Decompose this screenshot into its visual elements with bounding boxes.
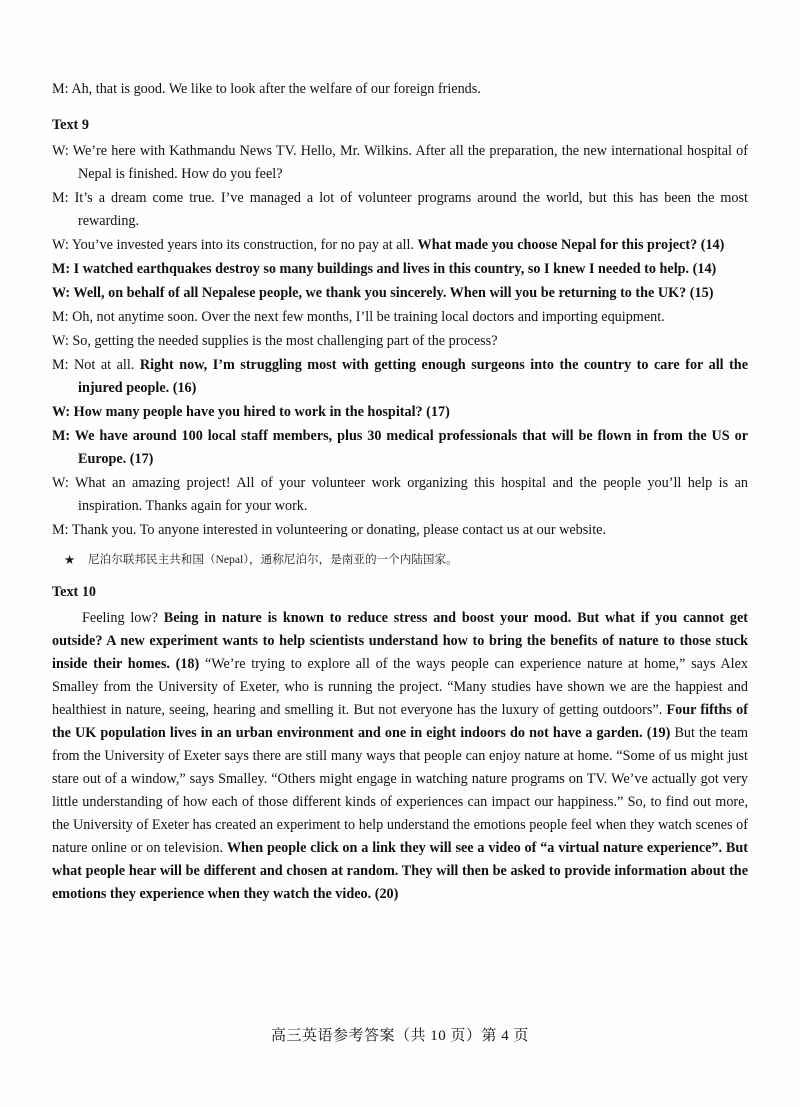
page-footer: 高三英语参考答案（共 10 页）第 4 页 — [270, 1028, 529, 1044]
plain-text: W: So, getting the needed supplies is the most challenging part of the process? — [52, 333, 498, 349]
answer-key-highlight: M: We have around 100 local staff members, plus 30 medical professionals that will be flown in from the US or Europe. (17) — [52, 428, 748, 467]
dialogue-line — [52, 519, 748, 542]
plain-text: M: Not at all. — [52, 357, 140, 373]
answer-key-highlight: Being in nature is known to reduce stress and boost your mood. But what if you cannot get outside? A new experiment wants to help scientists understand how to bring the benefits of nature to those stuck inside their homes. (18) — [52, 610, 748, 673]
document-body — [52, 78, 748, 906]
plain-text: “We’re trying to explore all of the ways people can experience nature at home,” says Alex Smalley from the University of Exeter, who is running the project. “Many studies have shown we are the happiest and healthiest in nature, seeing, hearing and smelling it. But not everyone has the luxury of getting outdoors”. — [52, 656, 748, 719]
answer-key-highlight: M: I watched earthquakes destroy so many buildings and lives in this country, so I knew I needed to help. (14) — [52, 261, 717, 277]
plain-text: M: Oh, not anytime soon. Over the next few months, I’ll be training local doctors and importing equipment. — [52, 309, 665, 325]
dialogue-line — [52, 306, 748, 329]
text9-lines — [52, 140, 748, 542]
plain-text: W: We’re here with Kathmandu News TV. Hello, Mr. Wilkins. After all the preparation, the new international hospital of Nepal is finished. How do you feel? — [52, 143, 748, 182]
answer-key-highlight: Right now, I’m struggling most with getting enough surgeons into the country to care for all the injured people. (16) — [78, 357, 748, 396]
dialogue-line — [52, 401, 748, 424]
answer-key-highlight: W: Well, on behalf of all Nepalese people, we thank you sincerely. When will you be returning to the UK? (15) — [52, 285, 714, 301]
plain-text: M: It’s a dream come true. I’ve managed a lot of volunteer programs around the world, but this has been the most rewarding. — [52, 190, 748, 229]
answer-key-highlight: Four fifths of the UK population lives in an urban environment and one in eight indoors do not have a garden. (19) — [52, 702, 748, 742]
dialogue-line — [52, 187, 748, 233]
answer-key-highlight: W: How many people have you hired to work in the hospital? (17) — [52, 404, 450, 420]
plain-text: W: What an amazing project! All of your volunteer work organizing this hospital and the people you’ll help is an inspiration. Thanks again for your work. — [52, 475, 748, 514]
dialogue-line-opening: M: Ah, that is good. We like to look after the welfare of our foreign friends. — [52, 81, 481, 97]
dialogue-line — [52, 140, 748, 186]
answer-key-highlight: When people click on a link they will see a video of “a virtual nature experience”. But what people hear will be different and chosen at random. They will then be asked to provide information about the emotions they experience when they watch the video. (20) — [52, 840, 748, 903]
footnote-nepal — [52, 551, 748, 568]
section-heading-text9: Text 9 — [52, 117, 89, 133]
star-icon: ★ — [64, 553, 76, 567]
dialogue-line — [52, 330, 748, 353]
dialogue-line — [52, 258, 748, 281]
dialogue-line — [52, 425, 748, 471]
answer-key-highlight: What made you choose Nepal for this project? (14) — [417, 237, 725, 253]
dialogue-line — [52, 354, 748, 400]
text10-paragraph — [52, 607, 748, 906]
dialogue-line — [52, 282, 748, 305]
dialogue-line — [52, 234, 748, 257]
plain-text: M: Thank you. To anyone interested in volunteering or donating, please contact us at our website. — [52, 522, 607, 538]
plain-text: W: You’ve invested years into its construction, for no pay at all. — [52, 237, 418, 253]
plain-text: But the team from the University of Exeter says there are still many ways that people can enjoy nature at home. “Some of us might just stare out of a window,” says Smalley. “Others might engage in watching nature programs on TV. We’ve actually got very little understanding of how each of those different kinds of experiences can impact our happiness.” So, to find out more, the University of Exeter has created an experiment to help understand the emotions people feel when they watch scenes of nature online or on television. — [52, 725, 749, 857]
section-heading-text10: Text 10 — [52, 584, 97, 601]
dialogue-line — [52, 472, 748, 518]
footnote-text: 尼泊尔联邦民主共和国（Nepal），通称尼泊尔，是南亚的一个内陆国家。 — [88, 553, 458, 566]
plain-text: Feeling low? — [82, 610, 164, 627]
